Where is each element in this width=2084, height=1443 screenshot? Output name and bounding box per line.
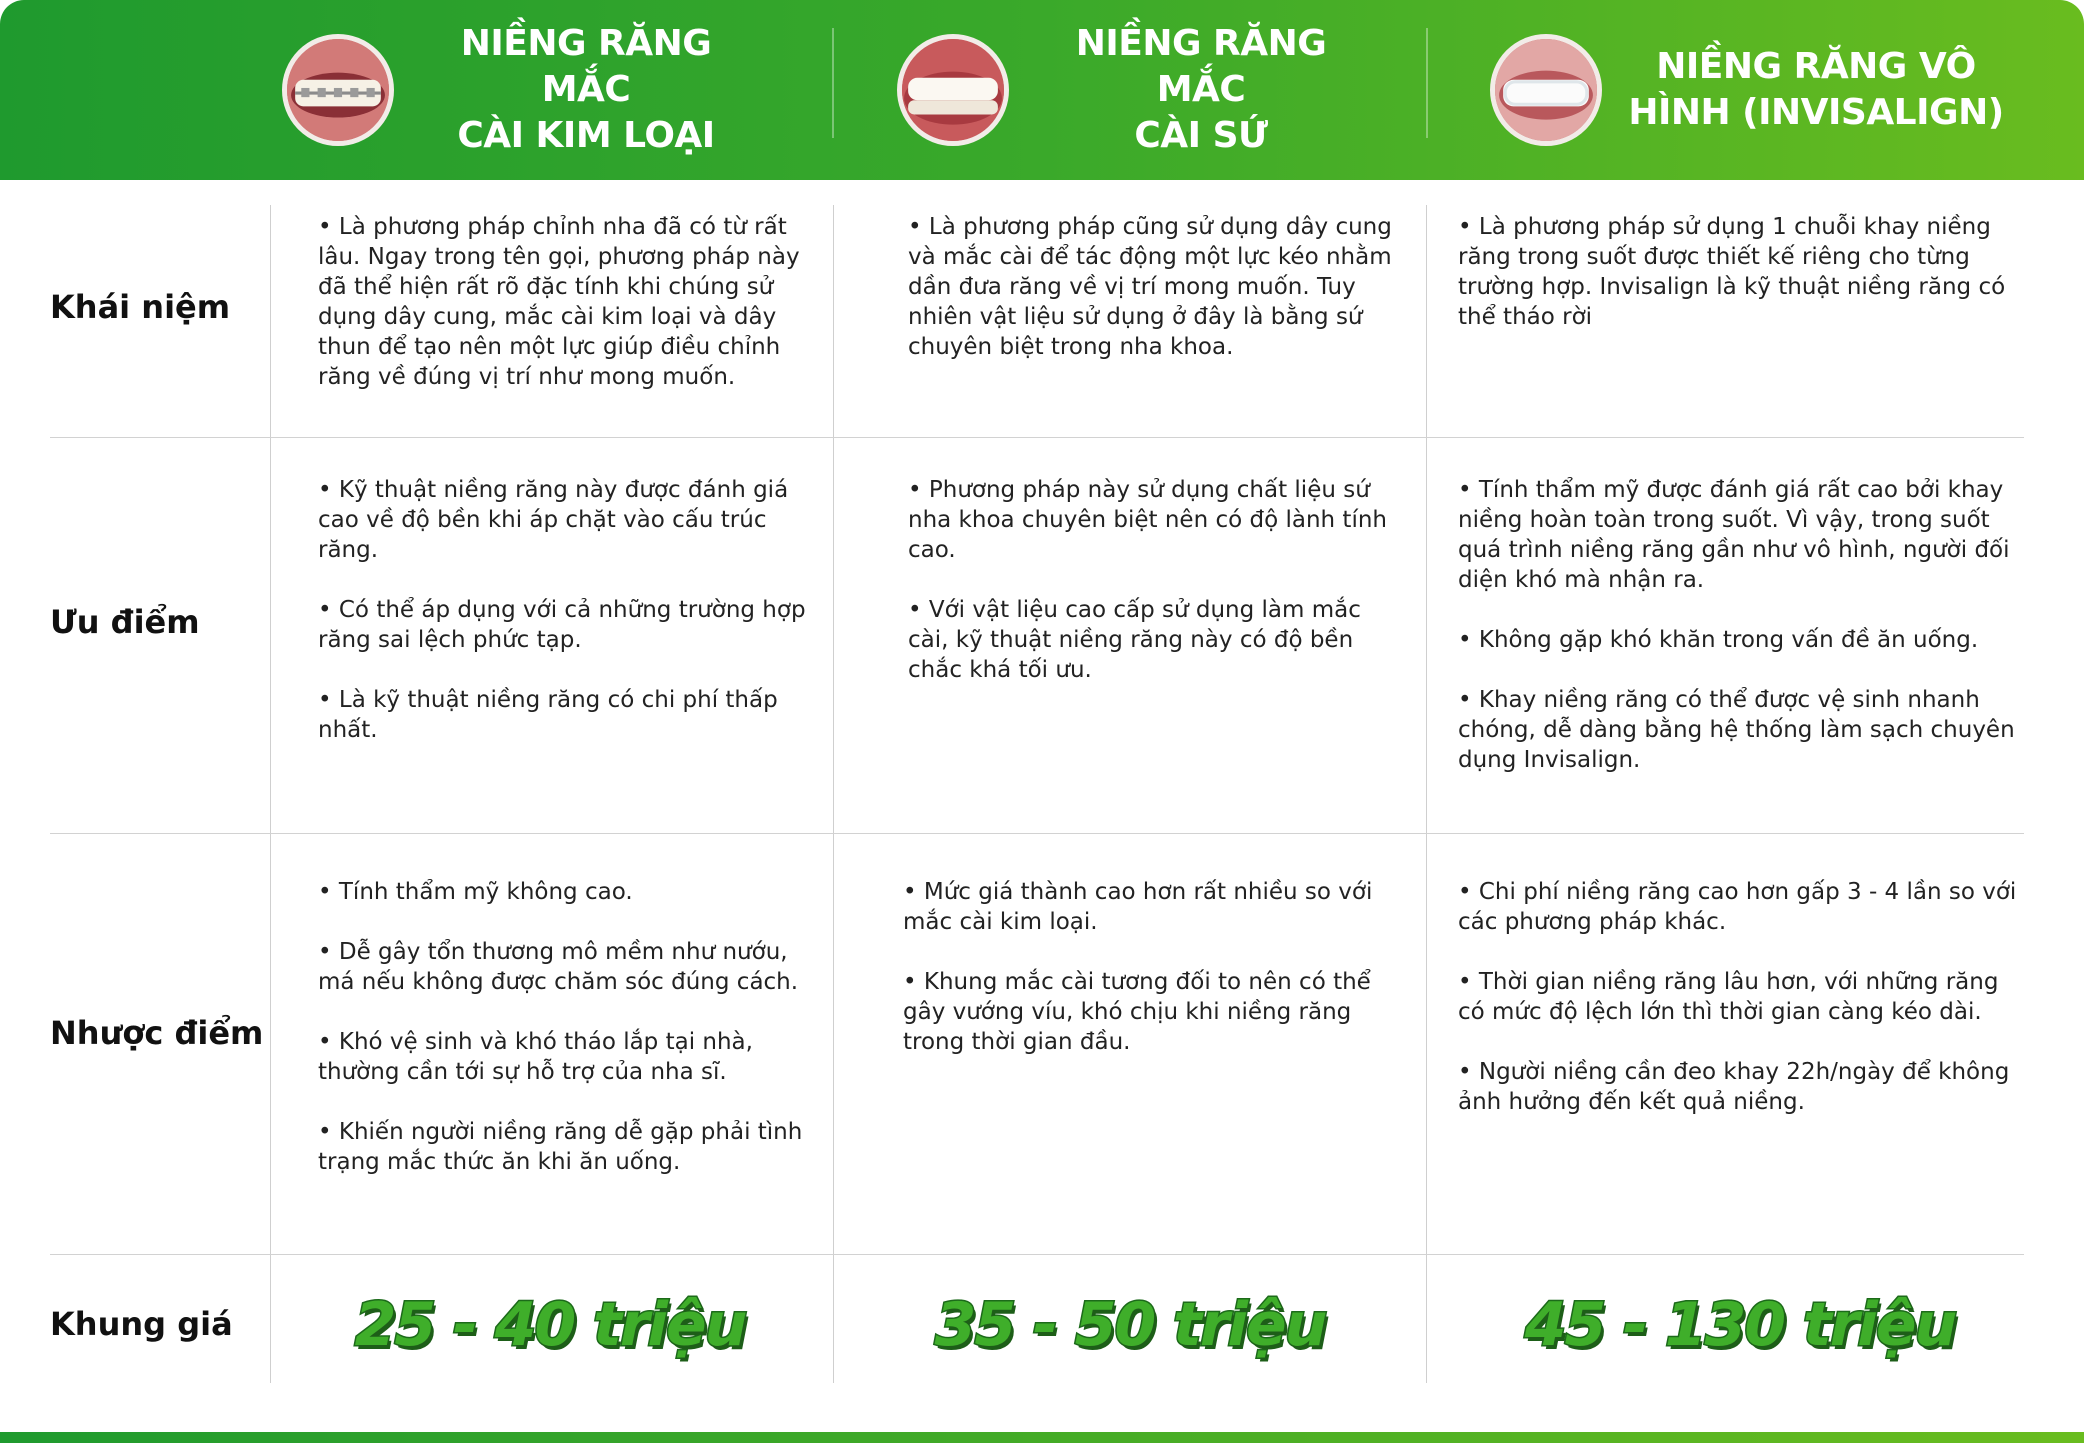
table-cell xyxy=(1458,877,2028,1117)
header-banner xyxy=(0,0,2084,180)
price-invisalign: 45 - 130 triệu xyxy=(1524,1290,1956,1360)
cell-paragraph: • Khung mắc cài tương đối to nên có thể gây vướng víu, khó chịu khi niềng răng trong thời gian đầu. xyxy=(903,969,1371,1055)
table-divider xyxy=(50,1254,2024,1255)
table-cell xyxy=(908,212,1398,362)
column-header-invisalign xyxy=(1490,0,2006,180)
column-header-metal xyxy=(282,0,756,180)
price-metal: 25 - 40 triệu xyxy=(354,1290,746,1360)
table-divider xyxy=(833,205,834,1383)
table-cell xyxy=(1458,212,2028,332)
table-divider xyxy=(1426,205,1427,1383)
table-divider xyxy=(50,437,2024,438)
row-label-price: Khung giá xyxy=(50,1305,233,1343)
cell-paragraph: • Là phương pháp sử dụng 1 chuỗi khay niềng răng trong suốt được thiết kế riêng cho từng trường hợp. Invisalign là kỹ thuật niềng răng có thể tháo rời xyxy=(1458,214,2006,330)
table-divider xyxy=(50,833,2024,834)
table-cell xyxy=(318,475,808,745)
cell-paragraph: • Chi phí niềng răng cao hơn gấp 3 - 4 lần so với các phương pháp khác. xyxy=(1458,879,2017,935)
cell-paragraph: • Thời gian niềng răng lâu hơn, với những răng có mức độ lệch lớn thì thời gian càng kéo dài. xyxy=(1458,969,1999,1025)
table-cell xyxy=(903,877,1383,1057)
column-title-metal: NIỀNG RĂNG MẮC CÀI KIM LOẠI xyxy=(457,23,715,156)
cell-paragraph: • Khó vệ sinh và khó tháo lắp tại nhà, thường cần tới sự hỗ trợ của nha sĩ. xyxy=(318,1029,753,1085)
cell-paragraph: • Phương pháp này sử dụng chất liệu sứ nha khoa chuyên biệt nên có độ lành tính cao. xyxy=(908,477,1387,563)
header-divider xyxy=(832,28,834,138)
cell-paragraph: • Khiến người niềng răng dễ gặp phải tình trạng mắc thức ăn khi ăn uống. xyxy=(318,1119,803,1175)
cell-paragraph: • Khay niềng răng có thể được vệ sinh nhanh chóng, dễ dàng bằng hệ thống làm sạch chuyên dụng Invisalign. xyxy=(1458,687,2015,773)
metal-braces-smile-photo-icon xyxy=(282,34,394,146)
row-label-concept: Khái niệm xyxy=(50,288,231,326)
table-cell xyxy=(1458,475,2028,775)
bottom-bar xyxy=(0,1432,2084,1443)
header-divider xyxy=(1426,28,1428,138)
row-label-cons: Nhược điểm xyxy=(50,1014,264,1052)
table-divider xyxy=(270,205,271,1383)
table-cell xyxy=(318,212,808,392)
ceramic-braces-smile-photo-icon xyxy=(897,34,1009,146)
column-header-ceramic xyxy=(897,0,1371,180)
cell-paragraph: • Dễ gây tổn thương mô mềm như nướu, má nếu không được chăm sóc đúng cách. xyxy=(318,939,799,995)
invisalign-smile-photo-icon xyxy=(1490,34,1602,146)
cell-paragraph: • Tính thẩm mỹ không cao. xyxy=(318,879,633,905)
cell-paragraph: • Là phương pháp cũng sử dụng dây cung và mắc cài để tác động một lực kéo nhằm dần đưa răng về vị trí mong muốn. Tuy nhiên vật liệu sử dụng ở đây là bằng sứ chuyên biệt trong nha khoa. xyxy=(908,214,1392,360)
row-label-pros: Ưu điểm xyxy=(50,603,200,641)
cell-paragraph: • Là kỹ thuật niềng răng có chi phí thấp nhất. xyxy=(318,687,778,743)
cell-paragraph: • Là phương pháp chỉnh nha đã có từ rất lâu. Ngay trong tên gọi, phương pháp này đã thể hiện rất rõ đặc tính khi chúng sử dụng dây cung, mắc cài kim loại và dây thun để tạo nên một lực giúp điều chỉnh răng về đúng vị trí như mong muốn. xyxy=(318,214,800,390)
price-ceramic: 35 - 50 triệu xyxy=(934,1290,1326,1360)
table-cell xyxy=(908,475,1398,685)
table-cell xyxy=(318,877,808,1177)
cell-paragraph: • Có thể áp dụng với cả những trường hợp răng sai lệch phức tạp. xyxy=(318,597,806,653)
cell-paragraph: • Với vật liệu cao cấp sử dụng làm mắc cài, kỹ thuật niềng răng này có độ bền chắc khá tối ưu. xyxy=(908,597,1361,683)
cell-paragraph: • Kỹ thuật niềng răng này được đánh giá cao về độ bền khi áp chặt vào cấu trúc răng. xyxy=(318,477,789,563)
column-title-invisalign: NIỀNG RĂNG VÔ HÌNH (INVISALIGN) xyxy=(1628,46,2004,133)
cell-paragraph: • Tính thẩm mỹ được đánh giá rất cao bởi khay niềng hoàn toàn trong suốt. Vì vậy, trong suốt quá trình niềng răng gần như vô hình, người đối diện khó mà nhận ra. xyxy=(1458,477,2010,593)
cell-paragraph: • Không gặp khó khăn trong vấn đề ăn uống. xyxy=(1458,627,1979,653)
column-title-ceramic: NIỀNG RĂNG MẮC CÀI SỨ xyxy=(1075,23,1327,156)
cell-paragraph: • Mức giá thành cao hơn rất nhiều so với mắc cài kim loại. xyxy=(903,879,1373,935)
cell-paragraph: • Người niềng cần đeo khay 22h/ngày để không ảnh hưởng đến kết quả niềng. xyxy=(1458,1059,2010,1115)
